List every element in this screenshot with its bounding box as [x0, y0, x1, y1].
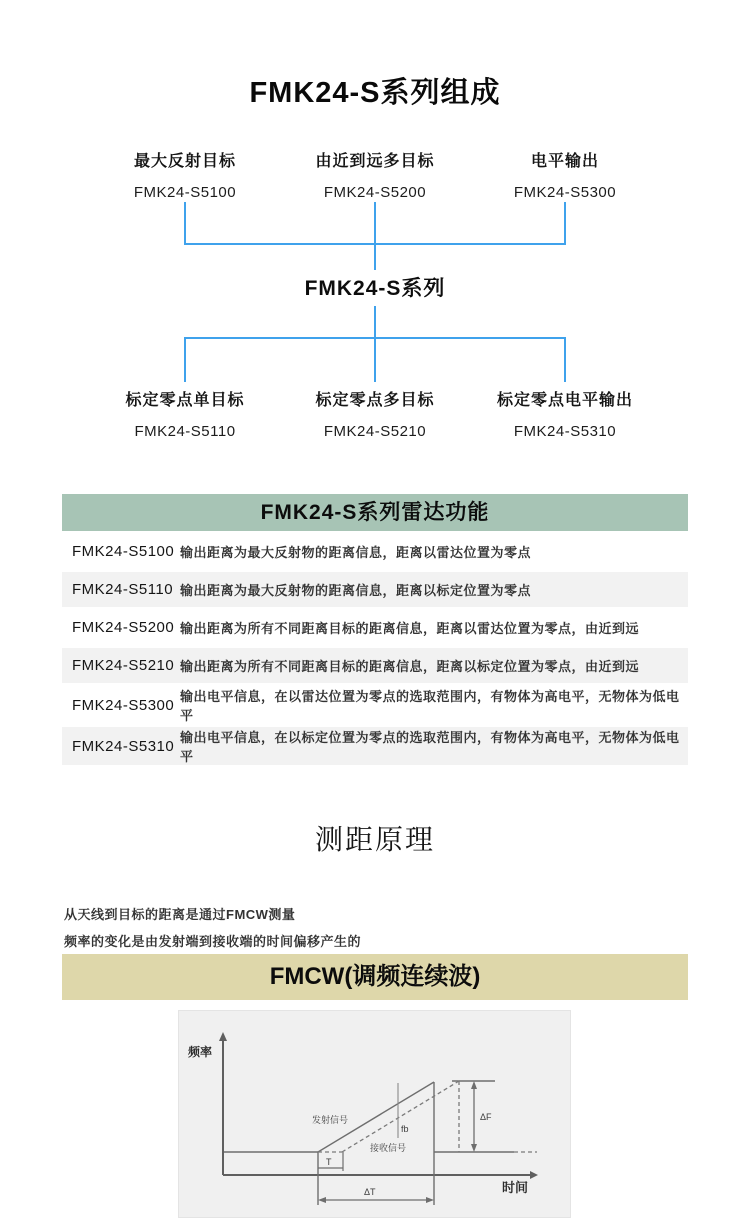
fmcw-banner: FMCW(调频连续波) [62, 954, 688, 1000]
table-row [62, 534, 688, 569]
t-label: T [326, 1157, 332, 1167]
fmcw-chart [178, 1010, 571, 1218]
principle-line-1: 从天线到目标的距离是通过FMCW测量 [64, 907, 296, 922]
row-description: 输出距离为最大反射物的距离信息，距离以雷达位置为零点 [180, 545, 532, 560]
tree-node-label: 标定零点单目标 [125, 392, 245, 409]
tree-node-model: FMK24-S5310 [513, 423, 617, 440]
tree-node-label: 最大反射目标 [133, 153, 236, 170]
table-row [62, 648, 688, 683]
principle-line-2: 频率的变化是由发射端到接收端的时间偏移产生的 [64, 934, 362, 949]
receive-signal-path [318, 1081, 537, 1152]
row-description: 输出电平信息，在以标定位置为零点的选取范围内，有物体为高电平，无物体为低电平 [180, 730, 680, 764]
tree-node-model: FMK24-S5110 [134, 423, 236, 440]
y-axis-arrow-icon [219, 1032, 227, 1041]
tree-node-model: FMK24-S5100 [133, 184, 237, 201]
table-row [62, 727, 688, 765]
delta-f-label: ΔF [480, 1112, 492, 1122]
row-model: FMK24-S5210 [72, 657, 175, 674]
row-model: FMK24-S5310 [72, 737, 175, 755]
principle-heading: 测距原理 [314, 824, 435, 855]
tree-root-label: FMK24-S系列 [304, 277, 446, 300]
tree-node-s5100 [75, 148, 295, 201]
row-description: 输出距离为最大反射物的距离信息，距离以标定位置为零点 [180, 583, 532, 598]
page-title: FMK24-S系列组成 [249, 77, 501, 109]
table-row [62, 610, 688, 645]
tree-node-model: FMK24-S5210 [323, 423, 427, 440]
fmcw-chart-svg [179, 1011, 570, 1217]
y-axis-label: 频率 [188, 1045, 213, 1059]
delta-t-label: ΔT [364, 1187, 376, 1197]
row-description: 输出距离为所有不同距离目标的距离信息，距离以雷达位置为零点，由近到远 [180, 621, 640, 636]
table-header: FMK24-S系列雷达功能 [62, 494, 688, 531]
x-axis-label: 时间 [502, 1180, 529, 1195]
transmit-signal-label: 发射信号 [312, 1115, 349, 1125]
fb-label: fb [401, 1124, 409, 1134]
row-description: 输出电平信息，在以雷达位置为零点的选取范围内，有物体为高电平，无物体为低电平 [180, 689, 680, 723]
row-model: FMK24-S5200 [72, 619, 175, 636]
x-axis-arrow-icon [530, 1171, 538, 1179]
tree-node-s5200 [265, 148, 485, 201]
radar-function-table [62, 494, 688, 765]
row-model: FMK24-S5300 [72, 696, 175, 714]
tree-node-model: FMK24-S5300 [513, 184, 617, 201]
tree-node-label: 由近到远多目标 [315, 153, 435, 170]
tree-node-label: 电平输出 [530, 153, 599, 170]
table-row [62, 686, 688, 724]
tree-node-s5110 [75, 387, 295, 440]
tree-node-model: FMK24-S5200 [323, 184, 427, 201]
row-model: FMK24-S5100 [72, 543, 175, 560]
row-model: FMK24-S5110 [72, 581, 174, 598]
tree-node-label: 标定零点电平输出 [496, 392, 633, 409]
tree-node-s5310 [455, 387, 675, 440]
row-description: 输出距离为所有不同距离目标的距离信息，距离以标定位置为零点，由近到远 [180, 659, 640, 674]
principle-description [64, 901, 684, 955]
tree-node-s5300 [455, 148, 675, 201]
tree-node-s5210 [265, 387, 485, 440]
receive-signal-label: 接收信号 [370, 1143, 407, 1153]
tree-node-label: 标定零点多目标 [315, 392, 435, 409]
table-row [62, 572, 688, 607]
